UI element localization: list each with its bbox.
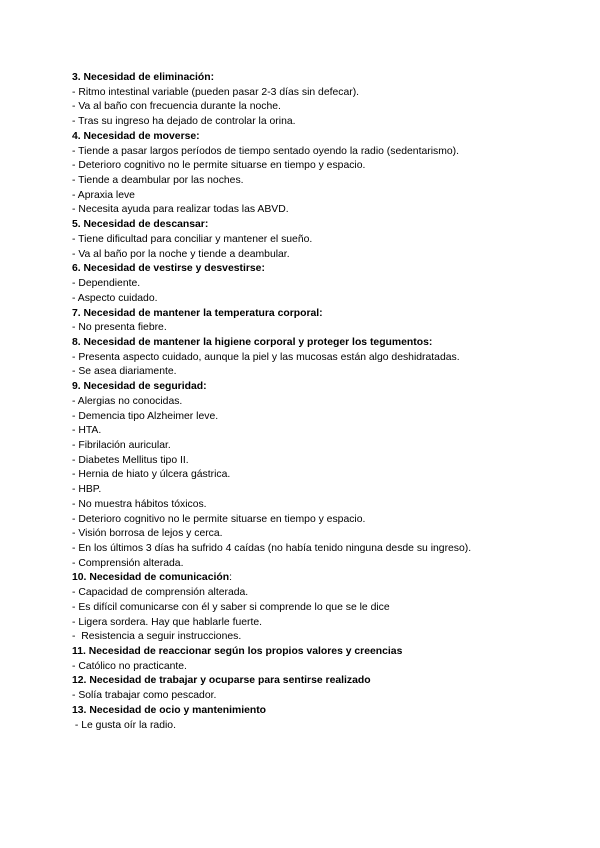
list-item: - Necesita ayuda para realizar todas las ABVD. [72,204,289,216]
list-item: - Capacidad de comprensión alterada. [72,587,249,599]
list-item: - Solía trabajar como pescador. [72,690,217,702]
list-item: - Deterioro cognitivo no le permite situarse en tiempo y espacio. [72,513,366,525]
list-item: - Presenta aspecto cuidado, aunque la piel y las mucosas están algo deshidratadas. [72,351,460,363]
list-item: - Hernia de hiato y úlcera gástrica. [72,469,231,481]
list-item: - Visión borrosa de lejos y cerca. [72,528,223,540]
section-heading-valores: 11. Necesidad de reaccionar según los propios valores y creencias [72,646,403,658]
document-page [72,71,542,733]
list-item: - Diabetes Mellitus tipo II. [72,454,189,466]
section-heading-temperatura: 7. Necesidad de mantener la temperatura corporal: [72,307,323,319]
list-item: - Tiende a deambular por las noches. [72,175,244,187]
list-item: - Comprensión alterada. [72,557,184,569]
list-item: - Tiende a pasar largos períodos de tiempo sentado oyendo la radio (sedentarismo). [72,145,459,157]
list-item: - Se asea diariamente. [72,366,177,378]
list-item: - Demencia tipo Alzheimer leve. [72,410,219,422]
section-heading-descansar: 5. Necesidad de descansar: [72,219,209,231]
section-heading-ocio: 13. Necesidad de ocio y mantenimiento [72,704,267,716]
list-item: - Ligera sordera. Hay que hablarle fuerte. [72,616,263,628]
list-item: - Fibrilación auricular. [72,439,171,451]
section-heading-trabajar: 12. Necesidad de trabajar y ocuparse para sentirse realizado [72,675,371,687]
list-item: - Dependiente. [72,278,141,290]
section-heading-higiene: 8. Necesidad de mantener la higiene corporal y proteger los tegumentos: [72,336,433,348]
list-item: - Es difícil comunicarse con él y saber si comprende lo que se le dice [72,601,390,613]
section-heading-comunicacion-text: 10. Necesidad de comunicación [72,572,230,584]
list-item: - Tras su ingreso ha dejado de controlar la orina. [72,116,296,128]
section-heading-eliminacion: 3. Necesidad de eliminación: [72,72,215,83]
list-item: - Aspecto cuidado. [72,292,158,304]
section-heading-vestirse: 6. Necesidad de vestirse y desvestirse: [72,263,265,275]
list-item: - Alergias no conocidas. [72,395,183,407]
list-item: - Ritmo intestinal variable (pueden pasar 2-3 días sin defecar). [72,86,360,98]
list-item: - En los últimos 3 días ha sufrido 4 caídas (no había tenido ninguna desde su ingreso). [72,543,472,554]
list-item: - Apraxia leve [72,189,135,201]
section-heading-seguridad: 9. Necesidad de seguridad: [72,381,207,393]
list-item: - No presenta fiebre. [72,322,167,334]
list-item: - No muestra hábitos tóxicos. [72,498,207,510]
list-item: - Le gusta oír la radio. [72,719,176,731]
section-heading-moverse: 4. Necesidad de moverse: [72,130,200,142]
list-item: - Va al baño con frecuencia durante la noche. [72,101,281,113]
section-heading-comunicacion [72,571,542,586]
section-heading-comunicacion-colon: : [229,572,232,584]
list-item: - Católico no practicante. [72,660,187,672]
list-item: - HBP. [72,484,102,496]
list-item: - Va al baño por la noche y tiende a deambular. [72,248,290,260]
list-item: - Deterioro cognitivo no le permite situarse en tiempo y espacio. [72,160,366,172]
list-item: - Resistencia a seguir instrucciones. [72,631,242,643]
list-item: - Tiene dificultad para conciliar y mantener el sueño. [72,233,313,245]
list-item: - HTA. [72,425,102,437]
